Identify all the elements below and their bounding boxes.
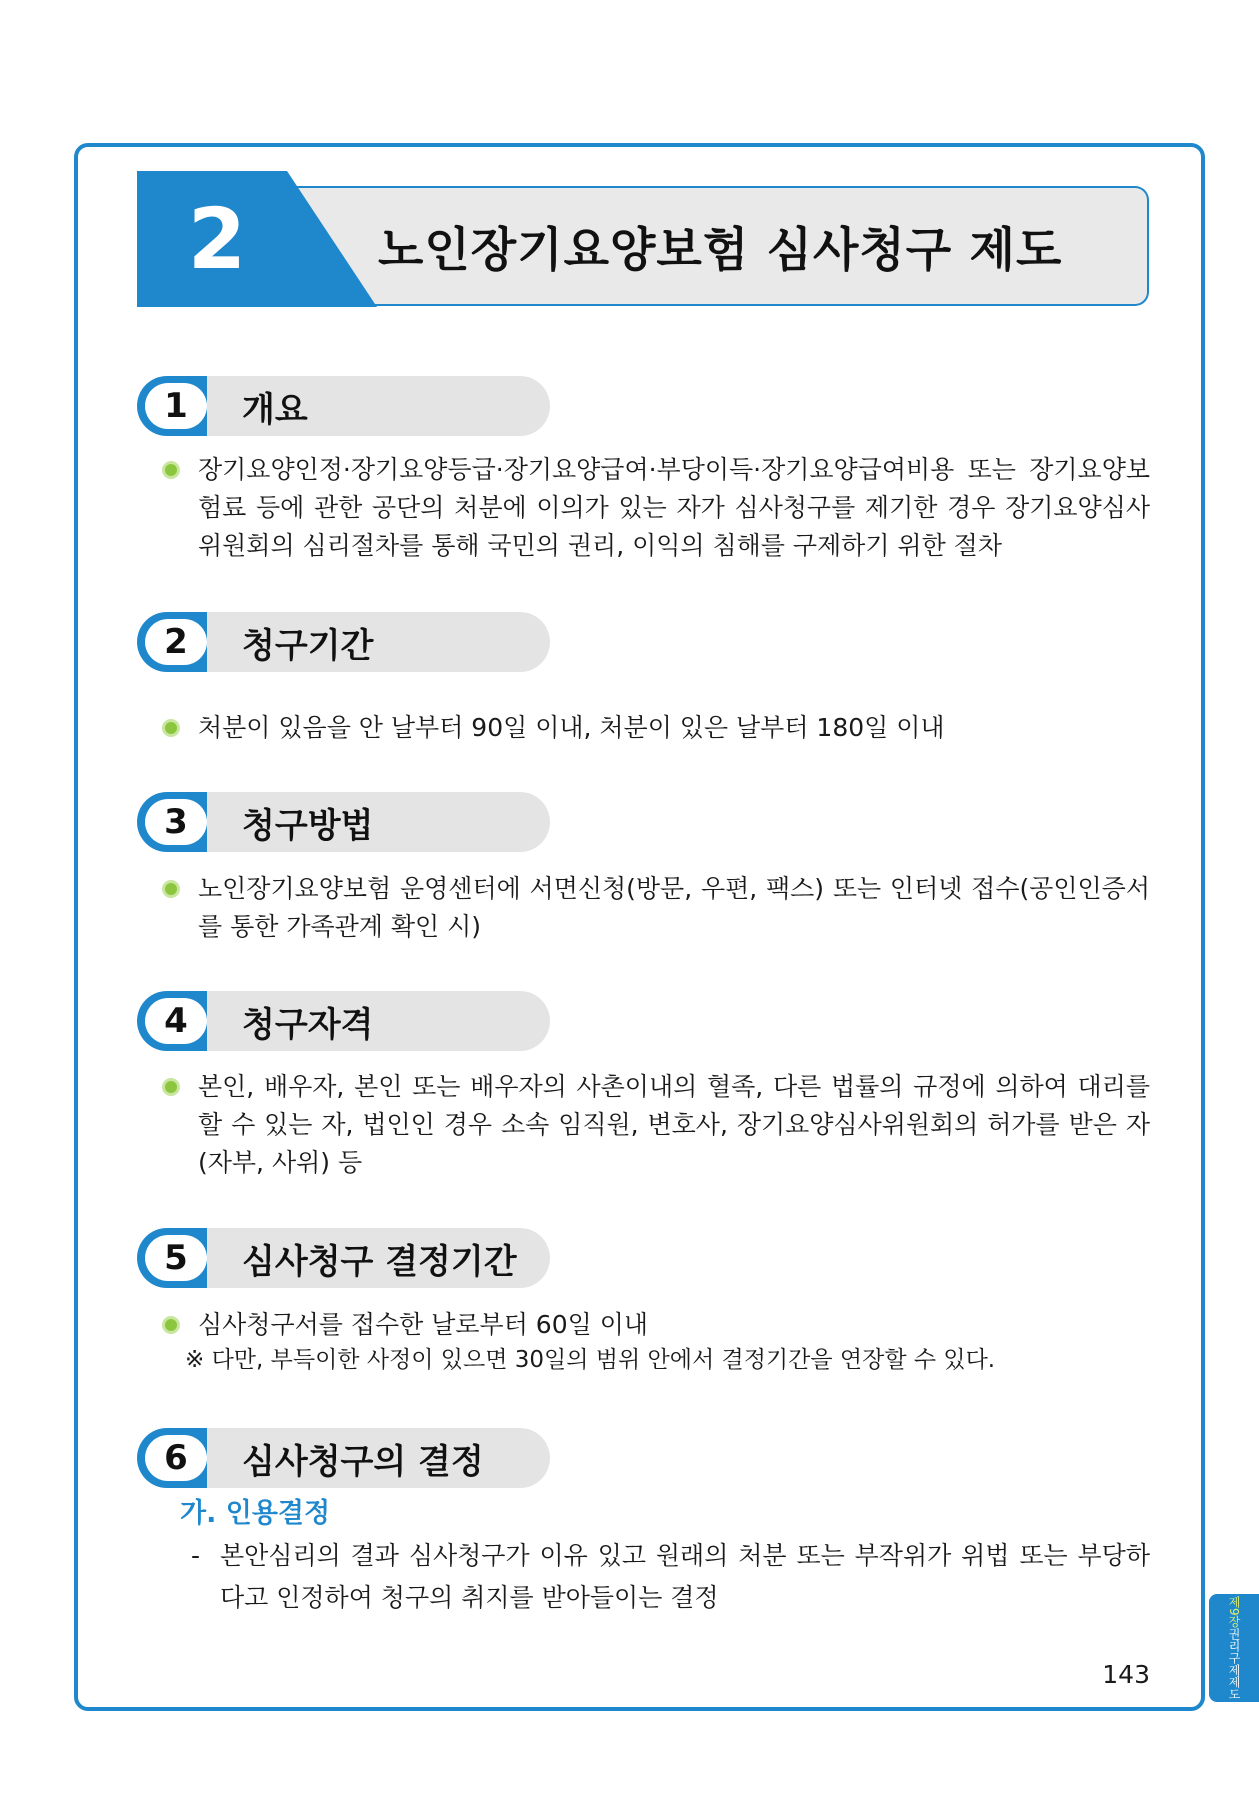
section-title: 청구기간	[242, 625, 374, 666]
chapter-number: 2	[187, 190, 247, 288]
section-number: 1	[145, 383, 207, 429]
chapter-title: 노인장기요양보험 심사청구 제도	[378, 222, 1063, 278]
bullet-decision-period	[160, 1306, 1150, 1344]
section-number: 6	[145, 1435, 207, 1481]
bullet-text: 노인장기요양보험 운영센터에 서면신청(방문, 우편, 팩스) 또는 인터넷 접수(공인인증서를 통한 가족관계 확인 시)	[198, 874, 1150, 941]
bullet-icon	[162, 880, 180, 898]
section-header-period	[137, 612, 550, 672]
bullet-eligibility	[160, 1068, 1150, 1182]
bullet-text: 처분이 있음을 안 날부터 90일 이내, 처분이 있은 날부터 180일 이내	[198, 713, 945, 742]
side-tab-chapter: 제9장	[1227, 1596, 1241, 1628]
section-number: 4	[145, 998, 207, 1044]
decision-period-note: ※ 다만, 부득이한 사정이 있으면 30일의 범위 안에서 결정기간을 연장할 수 있다.	[185, 1347, 996, 1373]
section-number: 5	[145, 1235, 207, 1281]
bullet-text: 본인, 배우자, 본인 또는 배우자의 사촌이내의 혈족, 다른 법률의 규정에 의하여 대리를 할 수 있는 자, 법인인 경우 소속 임직원, 변호사, 장기요양심사위원회의 허가를 받은 자 (자부, 사위) 등	[198, 1072, 1150, 1177]
bullet-period	[160, 709, 1150, 747]
dash-icon: -	[191, 1541, 201, 1570]
section-title: 청구자격	[242, 1004, 374, 1045]
section-header-decision-period	[137, 1228, 550, 1288]
decision-item-text: 본안심리의 결과 심사청구가 이유 있고 원래의 처분 또는 부작위가 위법 또는 부당하다고 인정하여 청구의 취지를 받아들이는 결정	[220, 1541, 1150, 1612]
bullet-icon	[162, 1316, 180, 1334]
section-title: 개요	[242, 389, 308, 430]
section-header-method	[137, 792, 550, 852]
bullet-icon	[162, 461, 180, 479]
bullet-text: 심사청구서를 접수한 날로부터 60일 이내	[198, 1310, 648, 1339]
section-number: 2	[145, 619, 207, 665]
bullet-method	[160, 870, 1150, 946]
side-tab-title: 권리구제제도	[1227, 1627, 1241, 1700]
section-header-decision	[137, 1428, 550, 1488]
decision-subheading: 가. 인용결정	[180, 1498, 331, 1529]
section-title: 심사청구의 결정	[242, 1441, 484, 1482]
chapter-side-tab	[1209, 1594, 1259, 1702]
decision-item	[185, 1535, 1150, 1619]
bullet-text: 장기요양인정·장기요양등급·장기요양급여·부당이득·장기요양급여비용 또는 장기요양보험료 등에 관한 공단의 처분에 이의가 있는 자가 심사청구를 제기한 경우 장기요양심사위원회의 심리절차를 통해 국민의 권리, 이익의 침해를 구제하기 위한 절차	[198, 455, 1150, 560]
section-header-overview	[137, 376, 550, 436]
section-title: 청구방법	[242, 805, 374, 846]
bullet-overview	[160, 451, 1150, 565]
section-title: 심사청구 결정기간	[242, 1241, 517, 1282]
bullet-icon	[162, 1078, 180, 1096]
page-number: 143	[1102, 1660, 1150, 1689]
bullet-icon	[162, 719, 180, 737]
section-number: 3	[145, 799, 207, 845]
section-pill	[177, 376, 550, 436]
section-header-eligibility	[137, 991, 550, 1051]
